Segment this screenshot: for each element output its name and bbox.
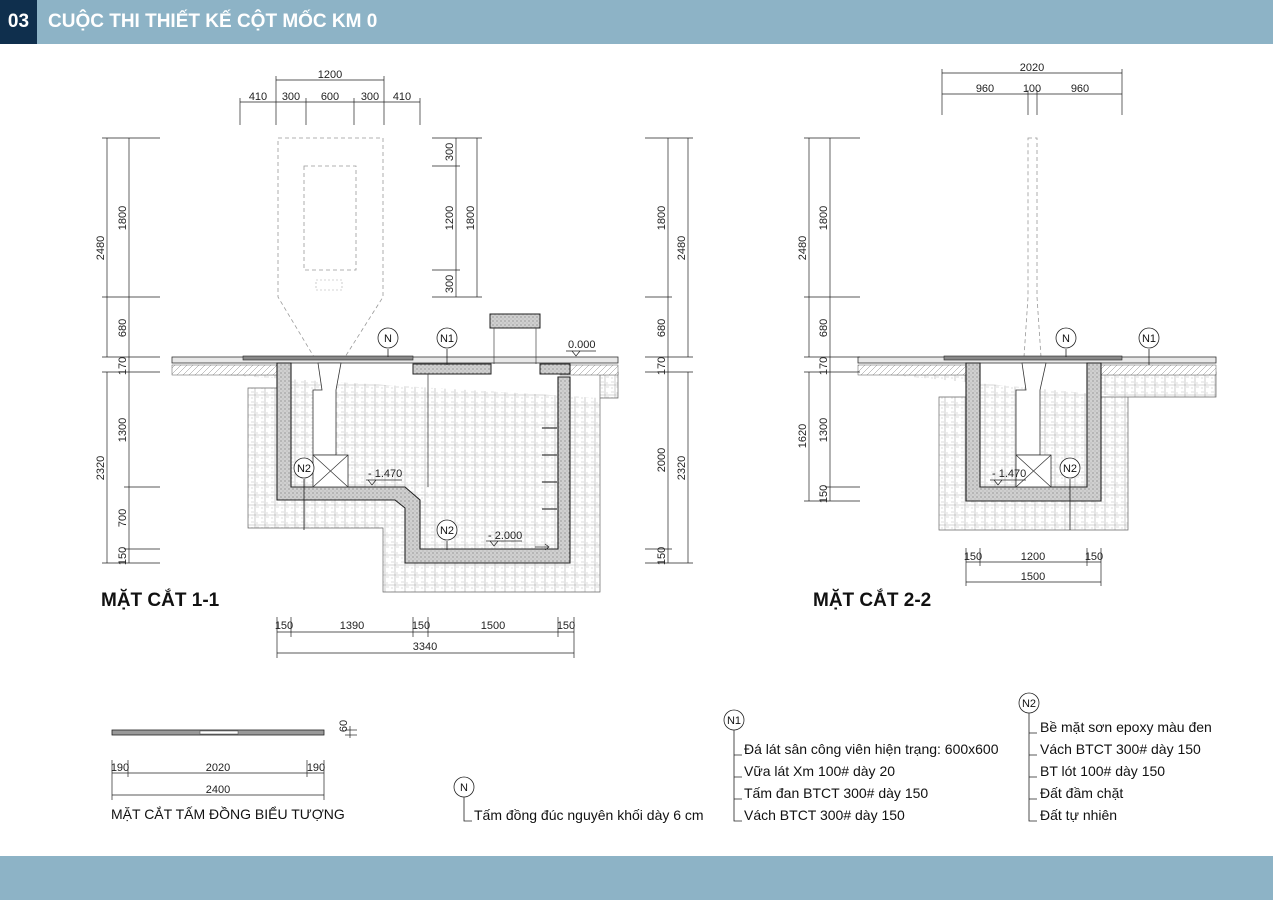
dim-s1-inner-300b: 300 bbox=[444, 274, 456, 294]
plate-dim-2020: 2020 bbox=[205, 762, 231, 774]
dim-s1-left-680: 680 bbox=[117, 318, 129, 338]
legend-n2-item-1: Bề mặt sơn epoxy màu đen bbox=[1040, 719, 1212, 735]
dim-s1-bottom-150b: 150 bbox=[411, 620, 431, 632]
dim-s1-bottom-3340: 3340 bbox=[412, 641, 438, 653]
plate-dim-190b: 190 bbox=[306, 762, 326, 774]
dim-s2-bottom-1500: 1500 bbox=[1020, 571, 1046, 583]
dim-s1-right-2320: 2320 bbox=[676, 455, 688, 481]
legend-n1-item-3: Tấm đan BTCT 300# dày 150 bbox=[744, 785, 929, 801]
dim-s1-right-170: 170 bbox=[656, 356, 668, 376]
dim-s2-bottom-150a: 150 bbox=[963, 551, 983, 563]
dim-s1-left-1800: 1800 bbox=[117, 205, 129, 231]
dim-s1-right-2480: 2480 bbox=[676, 235, 688, 261]
dim-s2-left-1300: 1300 bbox=[818, 417, 830, 443]
plate-title: MẶT CẮT TẤM ĐỒNG BIỂU TƯỢNG bbox=[111, 806, 345, 822]
dim-s1-top-600: 600 bbox=[320, 91, 340, 103]
legend-n2-item-3: BT lót 100# dày 150 bbox=[1040, 763, 1166, 779]
dim-s2-bottom-1200: 1200 bbox=[1020, 551, 1046, 563]
dim-s2-left-170: 170 bbox=[818, 356, 830, 376]
legend-n2-marker bbox=[1019, 693, 1039, 821]
tag-s1-n2b: N2 bbox=[439, 525, 455, 537]
page-number: 03 bbox=[0, 0, 37, 44]
dim-s1-inner-1200: 1200 bbox=[444, 205, 456, 231]
tag-s1-n2a: N2 bbox=[296, 463, 312, 475]
dim-s1-right-680: 680 bbox=[656, 318, 668, 338]
level-s1-2000: - 2.000 bbox=[488, 530, 523, 542]
dim-s1-top-410a: 410 bbox=[248, 91, 268, 103]
dim-s1-bottom-1500: 1500 bbox=[480, 620, 506, 632]
section-2-2-left-dim-lines bbox=[804, 138, 860, 504]
dim-s1-top-300b: 300 bbox=[360, 91, 380, 103]
section-1-1-drawing bbox=[172, 138, 618, 592]
legend-n1-item-1: Đá lát sân công viên hiện trạng: 600x600 bbox=[744, 741, 999, 757]
dim-s2-top-100: 100 bbox=[1022, 83, 1042, 95]
section-1-1-title: MẶT CẮT 1-1 bbox=[101, 590, 220, 611]
dim-s1-top-410b: 410 bbox=[392, 91, 412, 103]
dim-s1-left-170: 170 bbox=[117, 356, 129, 376]
tag-s1-n: N bbox=[384, 333, 392, 345]
dim-s1-left-2480: 2480 bbox=[95, 235, 107, 261]
legend-n1-tag: N1 bbox=[726, 715, 742, 727]
dim-s1-top-300a: 300 bbox=[281, 91, 301, 103]
dim-s1-right-150: 150 bbox=[656, 546, 668, 566]
dim-s1-left-1300: 1300 bbox=[117, 417, 129, 443]
dim-s1-bottom-1390: 1390 bbox=[339, 620, 365, 632]
dim-s2-top-960b: 960 bbox=[1070, 83, 1090, 95]
section-1-1-left-dim-lines bbox=[102, 138, 160, 566]
tag-s2-n1: N1 bbox=[1141, 333, 1157, 345]
dim-s1-inner-1800: 1800 bbox=[465, 205, 477, 231]
dim-s2-left-1800: 1800 bbox=[818, 205, 830, 231]
legend-n2-item-2: Vách BTCT 300# dày 150 bbox=[1040, 741, 1201, 757]
dim-s1-left-150: 150 bbox=[117, 546, 129, 566]
legend-n-item-1: Tấm đồng đúc nguyên khối dày 6 cm bbox=[474, 807, 704, 823]
dim-s2-top-960a: 960 bbox=[975, 83, 995, 95]
plate-dim-2400: 2400 bbox=[205, 784, 231, 796]
tag-s2-n: N bbox=[1062, 333, 1070, 345]
level-0000: 0.000 bbox=[568, 339, 596, 351]
dim-s2-left-2480: 2480 bbox=[797, 235, 809, 261]
section-1-1-right-dim-lines bbox=[645, 138, 693, 566]
dim-s2-bottom-150b: 150 bbox=[1084, 551, 1104, 563]
legend-n1-item-2: Vữa lát Xm 100# dày 20 bbox=[744, 763, 896, 779]
dim-s1-bottom-150a: 150 bbox=[274, 620, 294, 632]
section-2-2-drawing bbox=[858, 138, 1216, 530]
dim-s1-right-1800: 1800 bbox=[656, 205, 668, 231]
page-title: CUỘC THI THIẾT KẾ CỘT MỐC KM 0 bbox=[48, 11, 378, 32]
plate-dim-60: 60 bbox=[338, 719, 350, 733]
dim-s1-top-1200: 1200 bbox=[317, 69, 343, 81]
dim-s2-left-1620: 1620 bbox=[797, 423, 809, 449]
tag-s2-n2: N2 bbox=[1062, 463, 1078, 475]
level-s1-1470: - 1.470 bbox=[368, 468, 403, 480]
legend-n2-tag: N2 bbox=[1021, 698, 1037, 710]
dim-s2-top-2020: 2020 bbox=[1019, 62, 1045, 74]
dim-s1-inner-300a: 300 bbox=[444, 142, 456, 162]
plate-dim-190a: 190 bbox=[110, 762, 130, 774]
section-2-2-title: MẶT CẮT 2-2 bbox=[813, 590, 932, 611]
level-s2-1470: - 1.470 bbox=[992, 468, 1027, 480]
dim-s2-left-680: 680 bbox=[818, 318, 830, 338]
legend-n1-item-4: Vách BTCT 300# dày 150 bbox=[744, 807, 905, 823]
dim-s1-left-700: 700 bbox=[117, 508, 129, 528]
dim-s1-right-2000: 2000 bbox=[656, 447, 668, 473]
dim-s1-bottom-150c: 150 bbox=[556, 620, 576, 632]
legend-n2-item-4: Đất đầm chặt bbox=[1040, 785, 1124, 801]
legend-n-tag: N bbox=[460, 782, 468, 794]
tag-s1-n1: N1 bbox=[439, 333, 455, 345]
dim-s1-left-2320: 2320 bbox=[95, 455, 107, 481]
dim-s2-left-150: 150 bbox=[818, 484, 830, 504]
legend-n2-item-5: Đất tự nhiên bbox=[1040, 807, 1118, 823]
plate-section-drawing bbox=[112, 730, 324, 735]
